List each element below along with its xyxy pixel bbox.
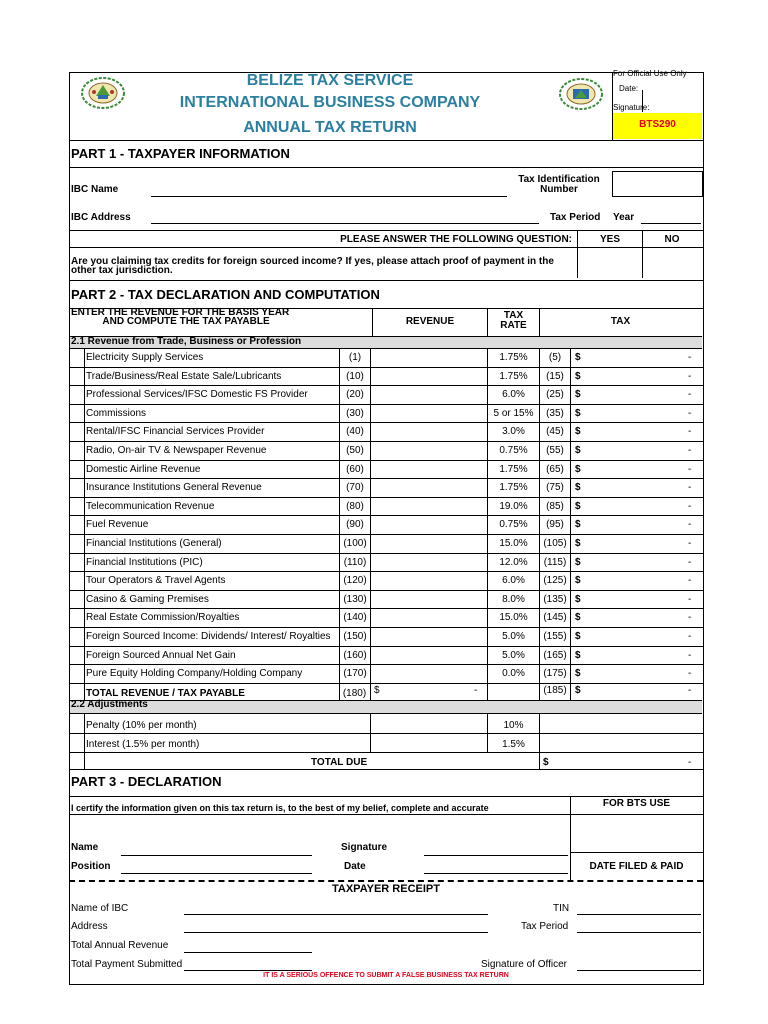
row-tax-code: (5): [548, 352, 562, 363]
row-code: (50): [346, 445, 364, 456]
revenue-input[interactable]: [371, 479, 486, 496]
signature-label: Signature: [341, 842, 388, 853]
row-tax-currency: $: [575, 482, 581, 494]
row-divider-v: [84, 348, 85, 700]
row-code: (80): [346, 500, 364, 512]
revenue-input[interactable]: [371, 368, 486, 385]
row-label: Financial Institutions (General): [86, 538, 222, 549]
date-label: Date: [344, 861, 366, 872]
row-tax-currency: $: [575, 389, 581, 401]
row-tax-currency: $: [575, 519, 581, 531]
receipt-cut-line: [69, 880, 703, 882]
row-tax-code: (115): [543, 556, 567, 568]
interest-label: Interest (1.5% per month): [86, 739, 200, 750]
row-tax-currency: $: [575, 500, 581, 512]
col-revenue: REVENUE: [405, 316, 455, 327]
row-tax-code: (15): [546, 370, 564, 382]
question-line1: Are you claiming tax credits for foreign sourced income? If yes, please attach proof of payment in the: [71, 256, 554, 267]
year-label: Year: [613, 212, 635, 223]
row-tax-value[interactable]: -: [688, 389, 692, 401]
interest-revenue-field[interactable]: [371, 734, 486, 751]
row-tax-currency: $: [575, 426, 581, 438]
row-label: Financial Institutions (PIC): [86, 556, 203, 568]
receipt-total-revenue-field[interactable]: [184, 952, 312, 953]
row-tax-value[interactable]: -: [688, 538, 692, 549]
row-tax-rate: 5 or 15%: [493, 407, 534, 419]
section-22-bar: [70, 700, 702, 714]
part2-title: PART 2 - TAX DECLARATION AND COMPUTATION: [71, 287, 380, 302]
row-tax-code: (55): [546, 445, 564, 456]
row-tax-currency: $: [575, 668, 581, 680]
tin-label-line1: Tax Identification: [518, 174, 600, 185]
section-22-label: 2.2 Adjustments: [71, 699, 148, 710]
row-tax-currency: $: [575, 445, 581, 456]
row-code: (120): [343, 575, 367, 587]
total-revenue-label: TOTAL REVENUE / TAX PAYABLE: [86, 688, 245, 699]
row-tax-currency: $: [575, 593, 581, 605]
row-tax-value[interactable]: -: [688, 649, 692, 661]
row-tax-currency: $: [575, 556, 581, 568]
col-tax-rate: [488, 311, 539, 331]
row-label: Professional Services/IFSC Domestic FS Provider: [86, 389, 308, 401]
row-tax-rate: 0.75%: [499, 445, 528, 456]
revenue-input[interactable]: [371, 386, 486, 403]
header-line3: ANNUAL TAX RETURN: [243, 119, 417, 136]
row-code: (30): [346, 407, 364, 419]
row-tax-currency: $: [575, 463, 581, 475]
total-tax-currency: $: [575, 685, 581, 696]
row-tax-value[interactable]: -: [688, 352, 692, 363]
yes-label: YES: [599, 234, 620, 245]
header-line1: BELIZE TAX SERVICE: [246, 72, 414, 89]
tax-period-label: Tax Period: [550, 212, 601, 223]
row-tax-rate: 1.75%: [499, 370, 528, 382]
signature-field[interactable]: [424, 855, 568, 856]
row-label: Rental/IFSC Financial Services Provider: [86, 426, 265, 438]
tin-label-line2: Number: [540, 184, 578, 195]
row-code: (140): [343, 612, 367, 624]
row-tax-code: (95): [546, 519, 564, 531]
row-tax-value[interactable]: -: [688, 519, 692, 531]
row-tax-currency: $: [575, 538, 581, 549]
row-label: Insurance Institutions General Revenue: [86, 482, 262, 494]
row-tax-currency: $: [575, 352, 581, 363]
belize-seal-left-icon: [80, 76, 126, 113]
row-tax-rate: 5.0%: [502, 631, 525, 642]
row-tax-code: (135): [543, 593, 567, 605]
receipt-tin-label: TIN: [553, 903, 570, 914]
yes-checkbox[interactable]: [578, 248, 641, 277]
receipt-address-label: Address: [71, 921, 108, 932]
official-signature-label: Signature:: [613, 103, 650, 112]
row-tax-value[interactable]: -: [688, 593, 692, 605]
row-tax-rate: 0.75%: [499, 519, 528, 531]
col-tax-rate-line1: TAX: [503, 310, 524, 321]
for-bts-use-label: FOR BTS USE: [602, 798, 671, 809]
question-line2: other tax jurisdiction.: [71, 265, 173, 276]
revenue-input[interactable]: [371, 628, 486, 645]
ibc-address-label: IBC Address: [71, 212, 131, 223]
row-tax-value[interactable]: -: [688, 500, 692, 512]
revenue-input[interactable]: [371, 442, 486, 459]
row-tax-value[interactable]: -: [688, 445, 692, 456]
part2-instructions: [71, 308, 301, 326]
total-revenue-value[interactable]: -: [474, 685, 478, 696]
row-tax-rate: 6.0%: [502, 575, 525, 587]
row-tax-code: (45): [546, 426, 564, 438]
total-tax-value[interactable]: -: [688, 685, 692, 696]
certify-text: I certify the information given on this tax return is, to the best of my belief, complete and accurate: [71, 803, 489, 813]
row-tax-rate: 0.0%: [502, 668, 525, 680]
row-label: Electricity Supply Services: [86, 352, 204, 363]
no-checkbox[interactable]: [643, 248, 701, 277]
tin-field[interactable]: [612, 171, 703, 197]
total-revenue-currency: $: [374, 685, 380, 696]
row-tax-rate: 5.0%: [502, 649, 525, 661]
row-label: Casino & Gaming Premises: [86, 593, 209, 605]
row-tax-value[interactable]: -: [688, 407, 692, 419]
receipt-name-label: Name of IBC: [71, 903, 129, 914]
foreign-credit-question: [71, 257, 576, 275]
row-tax-code: (75): [546, 482, 564, 494]
row-tax-rate: 1.75%: [499, 352, 528, 363]
revenue-input[interactable]: [371, 498, 486, 515]
ibc-address-field[interactable]: [151, 223, 539, 224]
row-label: Real Estate Commission/Royalties: [86, 612, 240, 624]
ibc-name-label: IBC Name: [71, 184, 119, 195]
revenue-input[interactable]: [371, 609, 486, 626]
receipt-tin-field[interactable]: [577, 914, 701, 915]
row-tax-value[interactable]: -: [688, 575, 692, 587]
row-tax-value[interactable]: -: [688, 370, 692, 382]
row-code: (10): [346, 370, 364, 382]
revenue-input[interactable]: [371, 591, 486, 608]
position-label: Position: [71, 861, 111, 872]
row-label: Pure Equity Holding Company/Holding Company: [86, 668, 303, 680]
row-tax-rate: 19.0%: [499, 500, 528, 512]
receipt-total-payment-label: Total Payment Submitted: [71, 959, 183, 970]
revenue-input[interactable]: [371, 516, 486, 533]
row-tax-currency: $: [575, 407, 581, 419]
revenue-input[interactable]: [371, 461, 486, 478]
row-tax-code: (145): [543, 612, 567, 624]
part1-title: PART 1 - TAXPAYER INFORMATION: [71, 146, 290, 161]
false-return-warning: IT IS A SERIOUS OFFENCE TO SUBMIT A FALSE BUSINESS TAX RETURN: [263, 972, 509, 979]
row-tax-rate: 15.0%: [499, 612, 528, 624]
official-use-label: For Official Use Only: [613, 69, 687, 78]
penalty-rate: 10%: [503, 720, 524, 731]
year-field[interactable]: [641, 223, 701, 224]
row-label: Telecommunication Revenue: [86, 500, 215, 512]
instructions-line1: ENTER THE REVENUE FOR THE BASIS YEAR: [71, 307, 290, 318]
row-tax-code: (65): [546, 463, 564, 475]
revenue-input[interactable]: [371, 405, 486, 422]
row-tax-value[interactable]: -: [688, 482, 692, 494]
total-tax-code: (185): [543, 685, 567, 696]
row-code: (110): [343, 556, 367, 568]
row-tax-code: (25): [546, 389, 564, 401]
total-due-value[interactable]: -: [688, 757, 692, 768]
receipt-signature-officer-field[interactable]: [577, 970, 701, 971]
row-code: (20): [346, 389, 364, 401]
receipt-name-field[interactable]: [184, 914, 488, 915]
row-tax-currency: $: [575, 649, 581, 661]
row-code: (150): [343, 631, 367, 642]
row-tax-value[interactable]: -: [688, 463, 692, 475]
receipt-tax-period-label: Tax Period: [521, 921, 569, 932]
receipt-total-revenue-label: Total Annual Revenue: [71, 940, 169, 951]
receipt-signature-officer-label: Signature of Officer: [481, 959, 567, 970]
revenue-input[interactable]: [371, 647, 486, 664]
row-divider-v: [570, 348, 571, 700]
row-tax-code: (35): [546, 407, 564, 419]
row-code: (1): [348, 352, 362, 363]
revenue-input[interactable]: [371, 535, 486, 552]
row-code: (170): [343, 668, 367, 680]
row-tax-code: (125): [543, 575, 567, 587]
row-tax-rate: 12.0%: [499, 556, 528, 568]
row-tax-rate: 6.0%: [502, 389, 525, 401]
name-label: Name: [71, 842, 99, 853]
revenue-input[interactable]: [371, 349, 486, 366]
row-tax-currency: $: [575, 631, 581, 642]
interest-rate: 1.5%: [502, 739, 525, 750]
row-code: (160): [343, 649, 367, 661]
position-field[interactable]: [121, 873, 312, 874]
row-code: (60): [346, 463, 364, 475]
header-line2: INTERNATIONAL BUSINESS COMPANY: [179, 94, 481, 111]
section-21-label: 2.1 Revenue from Trade, Business or Profession: [71, 336, 302, 347]
row-code: (90): [346, 519, 364, 531]
revenue-input[interactable]: [371, 572, 486, 589]
row-label: Tour Operators & Travel Agents: [86, 575, 226, 587]
total-due-currency: $: [543, 757, 549, 768]
belize-seal-right-icon: [558, 76, 604, 115]
row-code: (100): [343, 538, 367, 549]
row-tax-currency: $: [575, 370, 581, 382]
revenue-input[interactable]: [371, 554, 486, 571]
col-tax: TAX: [610, 316, 631, 327]
instructions-line2: AND COMPUTE THE TAX PAYABLE: [102, 316, 270, 327]
official-date-label: Date:: [619, 84, 639, 93]
part3-title: PART 3 - DECLARATION: [71, 774, 222, 789]
row-divider: [69, 683, 703, 684]
row-code: (40): [346, 426, 364, 438]
date-filed-paid-label: DATE FILED & PAID: [589, 861, 684, 872]
form-code-badge: BTS290: [613, 113, 702, 139]
receipt-tax-period-field[interactable]: [577, 932, 701, 933]
row-tax-code: (105): [543, 538, 567, 549]
row-tax-value[interactable]: -: [688, 631, 692, 642]
row-tax-rate: 3.0%: [502, 426, 525, 438]
revenue-input[interactable]: [371, 665, 486, 682]
row-code: (70): [346, 482, 364, 494]
receipt-total-payment-field[interactable]: [184, 970, 312, 971]
row-label: Foreign Sourced Annual Net Gain: [86, 649, 236, 661]
ibc-name-field[interactable]: [151, 196, 507, 197]
row-tax-rate: 1.75%: [499, 482, 528, 494]
col-tax-rate-line2: RATE: [500, 320, 527, 331]
row-tax-currency: $: [575, 575, 581, 587]
row-tax-value[interactable]: -: [688, 612, 692, 624]
total-code: (180): [342, 688, 367, 699]
revenue-input[interactable]: [371, 423, 486, 440]
row-tax-value[interactable]: -: [688, 668, 692, 680]
row-label: Fuel Revenue: [86, 519, 149, 531]
row-tax-code: (155): [543, 631, 567, 642]
row-tax-code: (165): [543, 649, 567, 661]
row-label: Radio, On-air TV & Newspaper Revenue: [86, 445, 267, 456]
row-label: Trade/Business/Real Estate Sale/Lubricants: [86, 370, 282, 382]
row-tax-rate: 15.0%: [499, 538, 528, 549]
receipt-title: TAXPAYER RECEIPT: [332, 883, 440, 895]
tin-label: [512, 175, 606, 195]
row-label: Foreign Sourced Income: Dividends/ Interest/ Royalties: [86, 631, 331, 642]
total-due-label: TOTAL DUE: [311, 757, 368, 768]
row-tax-currency: $: [575, 612, 581, 624]
row-tax-rate: 8.0%: [502, 593, 525, 605]
receipt-address-field[interactable]: [184, 932, 488, 933]
row-tax-rate: 1.75%: [499, 463, 528, 475]
row-code: (130): [343, 593, 367, 605]
penalty-revenue-field[interactable]: [371, 715, 486, 732]
row-tax-code: (175): [543, 668, 567, 680]
row-label: Commissions: [86, 407, 147, 419]
question-prompt: PLEASE ANSWER THE FOLLOWING QUESTION:: [340, 234, 572, 245]
name-field[interactable]: [121, 855, 312, 856]
no-label: NO: [664, 234, 680, 245]
row-tax-value[interactable]: -: [688, 426, 692, 438]
date-field[interactable]: [424, 873, 568, 874]
penalty-label: Penalty (10% per month): [86, 720, 197, 731]
row-tax-value[interactable]: -: [688, 556, 692, 568]
row-tax-code: (85): [546, 500, 564, 512]
row-label: Domestic Airline Revenue: [86, 463, 201, 475]
